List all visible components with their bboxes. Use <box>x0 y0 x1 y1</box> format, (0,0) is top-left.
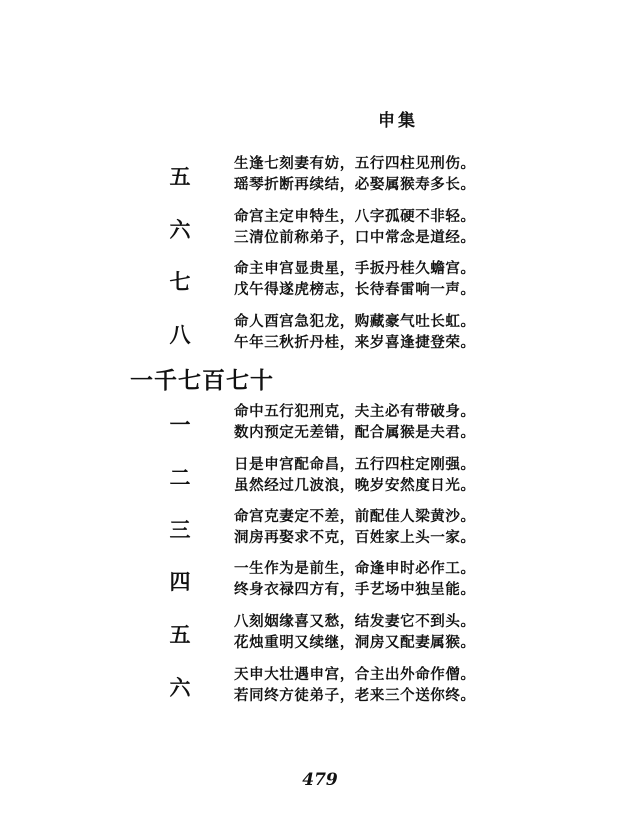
section-heading: 一千七百七十 <box>130 367 274 394</box>
verse-entry <box>0 506 640 550</box>
verse-line: 数内预定无差错，配合属猴是夫君。 <box>234 424 476 441</box>
verse-line: 若同终方徒弟子，老来三个送你终。 <box>234 687 476 704</box>
verse-line: 午年三秋折丹桂，来岁喜逢捷登荣。 <box>234 334 476 351</box>
page-header-title: 申集 <box>378 111 418 131</box>
verse-line: 日是申宫配命昌，五行四柱定刚强。 <box>234 456 476 473</box>
verse-line: 洞房再娶求不克，百姓家上头一家。 <box>234 529 476 546</box>
verse-line: 戊午得遂虎榜志，长待春雷响一声。 <box>234 281 476 298</box>
verse-entry <box>0 206 640 250</box>
verse-number: 四 <box>169 569 191 594</box>
verse-line: 一生作为是前生，命逢申时必作工。 <box>234 560 476 577</box>
verse-lines <box>234 558 476 600</box>
verse-lines <box>234 401 476 443</box>
verse-number: 八 <box>169 322 191 347</box>
verse-lines <box>234 311 476 353</box>
verse-number: 七 <box>169 269 191 294</box>
verse-entry <box>0 611 640 655</box>
verse-entry <box>0 401 640 445</box>
verse-line: 天申大壮遇申宫，合主出外命作僧。 <box>234 666 476 683</box>
verse-line: 命主申宫显贵星，手扳丹桂久蟾宫。 <box>234 260 476 277</box>
verse-lines <box>234 454 476 496</box>
verse-line: 命宫克妻定不差，前配佳人梁黄沙。 <box>234 508 476 525</box>
verse-number: 三 <box>169 517 191 542</box>
verse-entry <box>0 664 640 708</box>
verse-lines <box>234 258 476 300</box>
verse-number: 一 <box>169 412 191 437</box>
verse-number: 二 <box>169 465 191 490</box>
verse-line: 花烛重明又续继，洞房又配妻属猴。 <box>234 634 476 651</box>
verse-number: 五 <box>169 164 191 189</box>
verse-line: 命宫主定申特生，八字孤硬不非轻。 <box>234 208 476 225</box>
verse-lines <box>234 506 476 548</box>
verse-number: 六 <box>169 675 191 700</box>
verse-entry <box>0 258 640 302</box>
verse-number: 五 <box>169 622 191 647</box>
verse-line: 三清位前称弟子，口中常念是道经。 <box>234 229 476 246</box>
verse-line: 终身衣禄四方有，手艺场中独呈能。 <box>234 581 476 598</box>
verse-line: 生逢七刻妻有妨，五行四柱见刑伤。 <box>234 155 476 172</box>
verse-lines <box>234 664 476 706</box>
verse-entry <box>0 558 640 602</box>
verse-lines <box>234 206 476 248</box>
verse-lines <box>234 153 476 195</box>
verse-number: 六 <box>169 217 191 242</box>
verse-line: 命中五行犯刑克，夫主必有带破身。 <box>234 403 476 420</box>
verse-entry <box>0 153 640 197</box>
page-number: 479 <box>302 770 338 790</box>
verse-lines <box>234 611 476 653</box>
verse-line: 八刻姻缘喜又愁，结发妻它不到头。 <box>234 613 476 630</box>
verse-line: 虽然经过几波浪，晚岁安然度日光。 <box>234 477 476 494</box>
verse-line: 命人酉宫急犯龙，购藏豪气吐长虹。 <box>234 313 476 330</box>
verse-entry <box>0 454 640 498</box>
verse-line: 瑶琴折断再续结，必娶属猴寿多长。 <box>234 176 476 193</box>
verse-entry <box>0 311 640 355</box>
